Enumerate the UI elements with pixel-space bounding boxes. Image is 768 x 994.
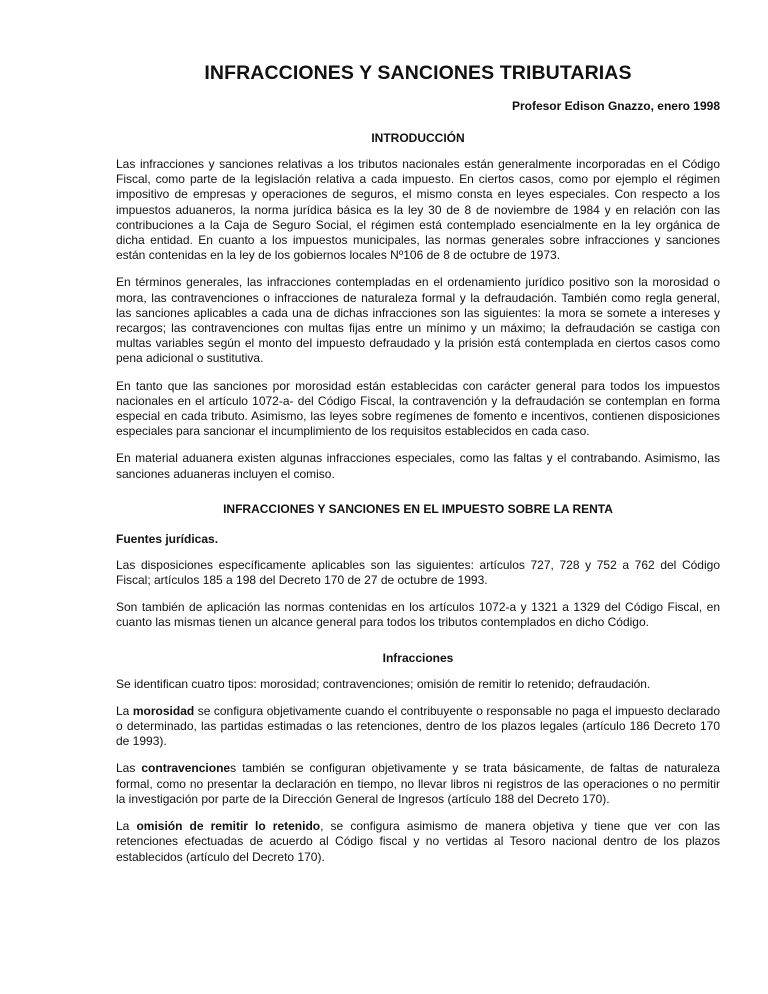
- intro-heading: INTRODUCCIÓN: [371, 131, 465, 145]
- document-title: INFRACCIONES Y SANCIONES TRIBUTARIAS: [204, 62, 632, 84]
- omision-paragraph: [116, 819, 720, 865]
- morosidad-post: se configura objetivamente cuando el contribuyente o responsable no paga el impuesto declarado o determinado, las partidas estimadas o las retenciones, dentro de los plazos legales (artículo 186 Decreto 170 de 1993).: [116, 703, 721, 749]
- fuentes-paragraph-2: Son también de aplicación las normas contenidas en los artículos 1072-a y 1321 a 1329 del Código Fiscal, en cuanto las mismas tienen un alcance general para todos los tributos contemplados en dicho Código.: [116, 600, 720, 630]
- contravenciones-pre: Las: [116, 761, 142, 776]
- contravenciones-paragraph: [116, 761, 720, 807]
- intro-paragraph-3: En tanto que las sanciones por morosidad están establecidas con carácter general para todos los impuestos nacionales en el artículo 1072-a- del Código Fiscal, la contravención y la defraudación se contemplan en forma especial en cada tributo. Asimismo, las leyes sobre regímenes de fomento e incentivos, contienen disposiciones especiales para sancionar el incumplimiento de los requisitos establecidos en cada caso.: [116, 378, 720, 439]
- infracciones-heading: Infracciones: [382, 650, 454, 665]
- fuentes-paragraph-1: Las disposiciones específicamente aplicables son las siguientes: artículos 727, 728 y 752 a 762 del Código Fiscal; artículos 185 a 198 del Decreto 170 de 27 de octubre de 1993.: [116, 557, 720, 588]
- morosidad-paragraph: [116, 704, 720, 750]
- morosidad-pre: La: [116, 703, 133, 718]
- omision-post: , se configura asimismo de manera objetiva y tiene que ver con las retenciones efectuadas de acuerdo al Código fiscal y no vertidas al Tesoro nacional dentro de los plazos establecidos (artículo del Decreto 170).: [116, 819, 720, 864]
- intro-paragraph-4: En material aduanera existen algunas infracciones especiales, como las faltas y el contrabando. Asimismo, las sanciones aduaneras incluyen el comiso.: [116, 451, 720, 481]
- document-author: Profesor Edison Gnazzo, enero 1998: [511, 99, 720, 113]
- renta-heading: INFRACCIONES Y SANCIONES EN EL IMPUESTO SOBRE LA RENTA: [223, 501, 613, 516]
- morosidad-term: morosidad: [132, 703, 195, 718]
- contravenciones-post: s también se configuran objetivamente y se trata básicamente, de faltas de naturaleza formal, como no presentar la declaración en tiempo, no llevar libros ni registros de las operaciones o no permitir la investigación por parte de la Dirección General de Ingresos (artículo 188 del Decreto 170).: [116, 761, 720, 806]
- contravenciones-term: contravencione: [141, 761, 231, 776]
- intro-paragraph-2: En términos generales, las infracciones contempladas en el ordenamiento jurídico positivo son la morosidad o mora, las contravenciones o infracciones de naturaleza formal y la defraudación. También como regla general, las sanciones aplicables a cada una de dichas infracciones son las siguientes: la mora se somete a intereses y recargos; las contravenciones con multas fijas entre un mínimo y un máximo; la defraudación se castiga con multas variables según el monto del impuesto defraudado y la prisión está contemplada en ciertos casos como pena adicional o sustitutiva.: [116, 275, 720, 366]
- intro-paragraph-1: Las infracciones y sanciones relativas a los tributos nacionales están generalmente incorporadas en el Código Fiscal, como parte de la legislación relativa a cada impuesto. En ciertos casos, como por ejemplo el régimen impositivo de empresas y operaciones de seguros, el mismo consta en leyes especiales. Con respecto a los impuestos aduaneros, la norma jurídica básica es la ley 30 de 8 de noviembre de 1984 y en relación con las contribuciones a la Caja de Seguro Social, el régimen está contemplado esencialmente en la ley orgánica de dicha entidad. En cuanto a los impuestos municipales, las normas generales sobre infracciones y sanciones están contenidas en la ley de los gobiernos locales Nº106 de 8 de octubre de 1973.: [116, 157, 720, 263]
- fuentes-heading: Fuentes jurídicas.: [116, 531, 219, 546]
- omision-pre: La: [116, 819, 137, 834]
- omision-term: omisión de remitir lo retenido: [136, 819, 321, 834]
- infracciones-intro: Se identifican cuatro tipos: morosidad; contravenciones; omisión de remitir lo retenido; defraudación.: [116, 676, 651, 691]
